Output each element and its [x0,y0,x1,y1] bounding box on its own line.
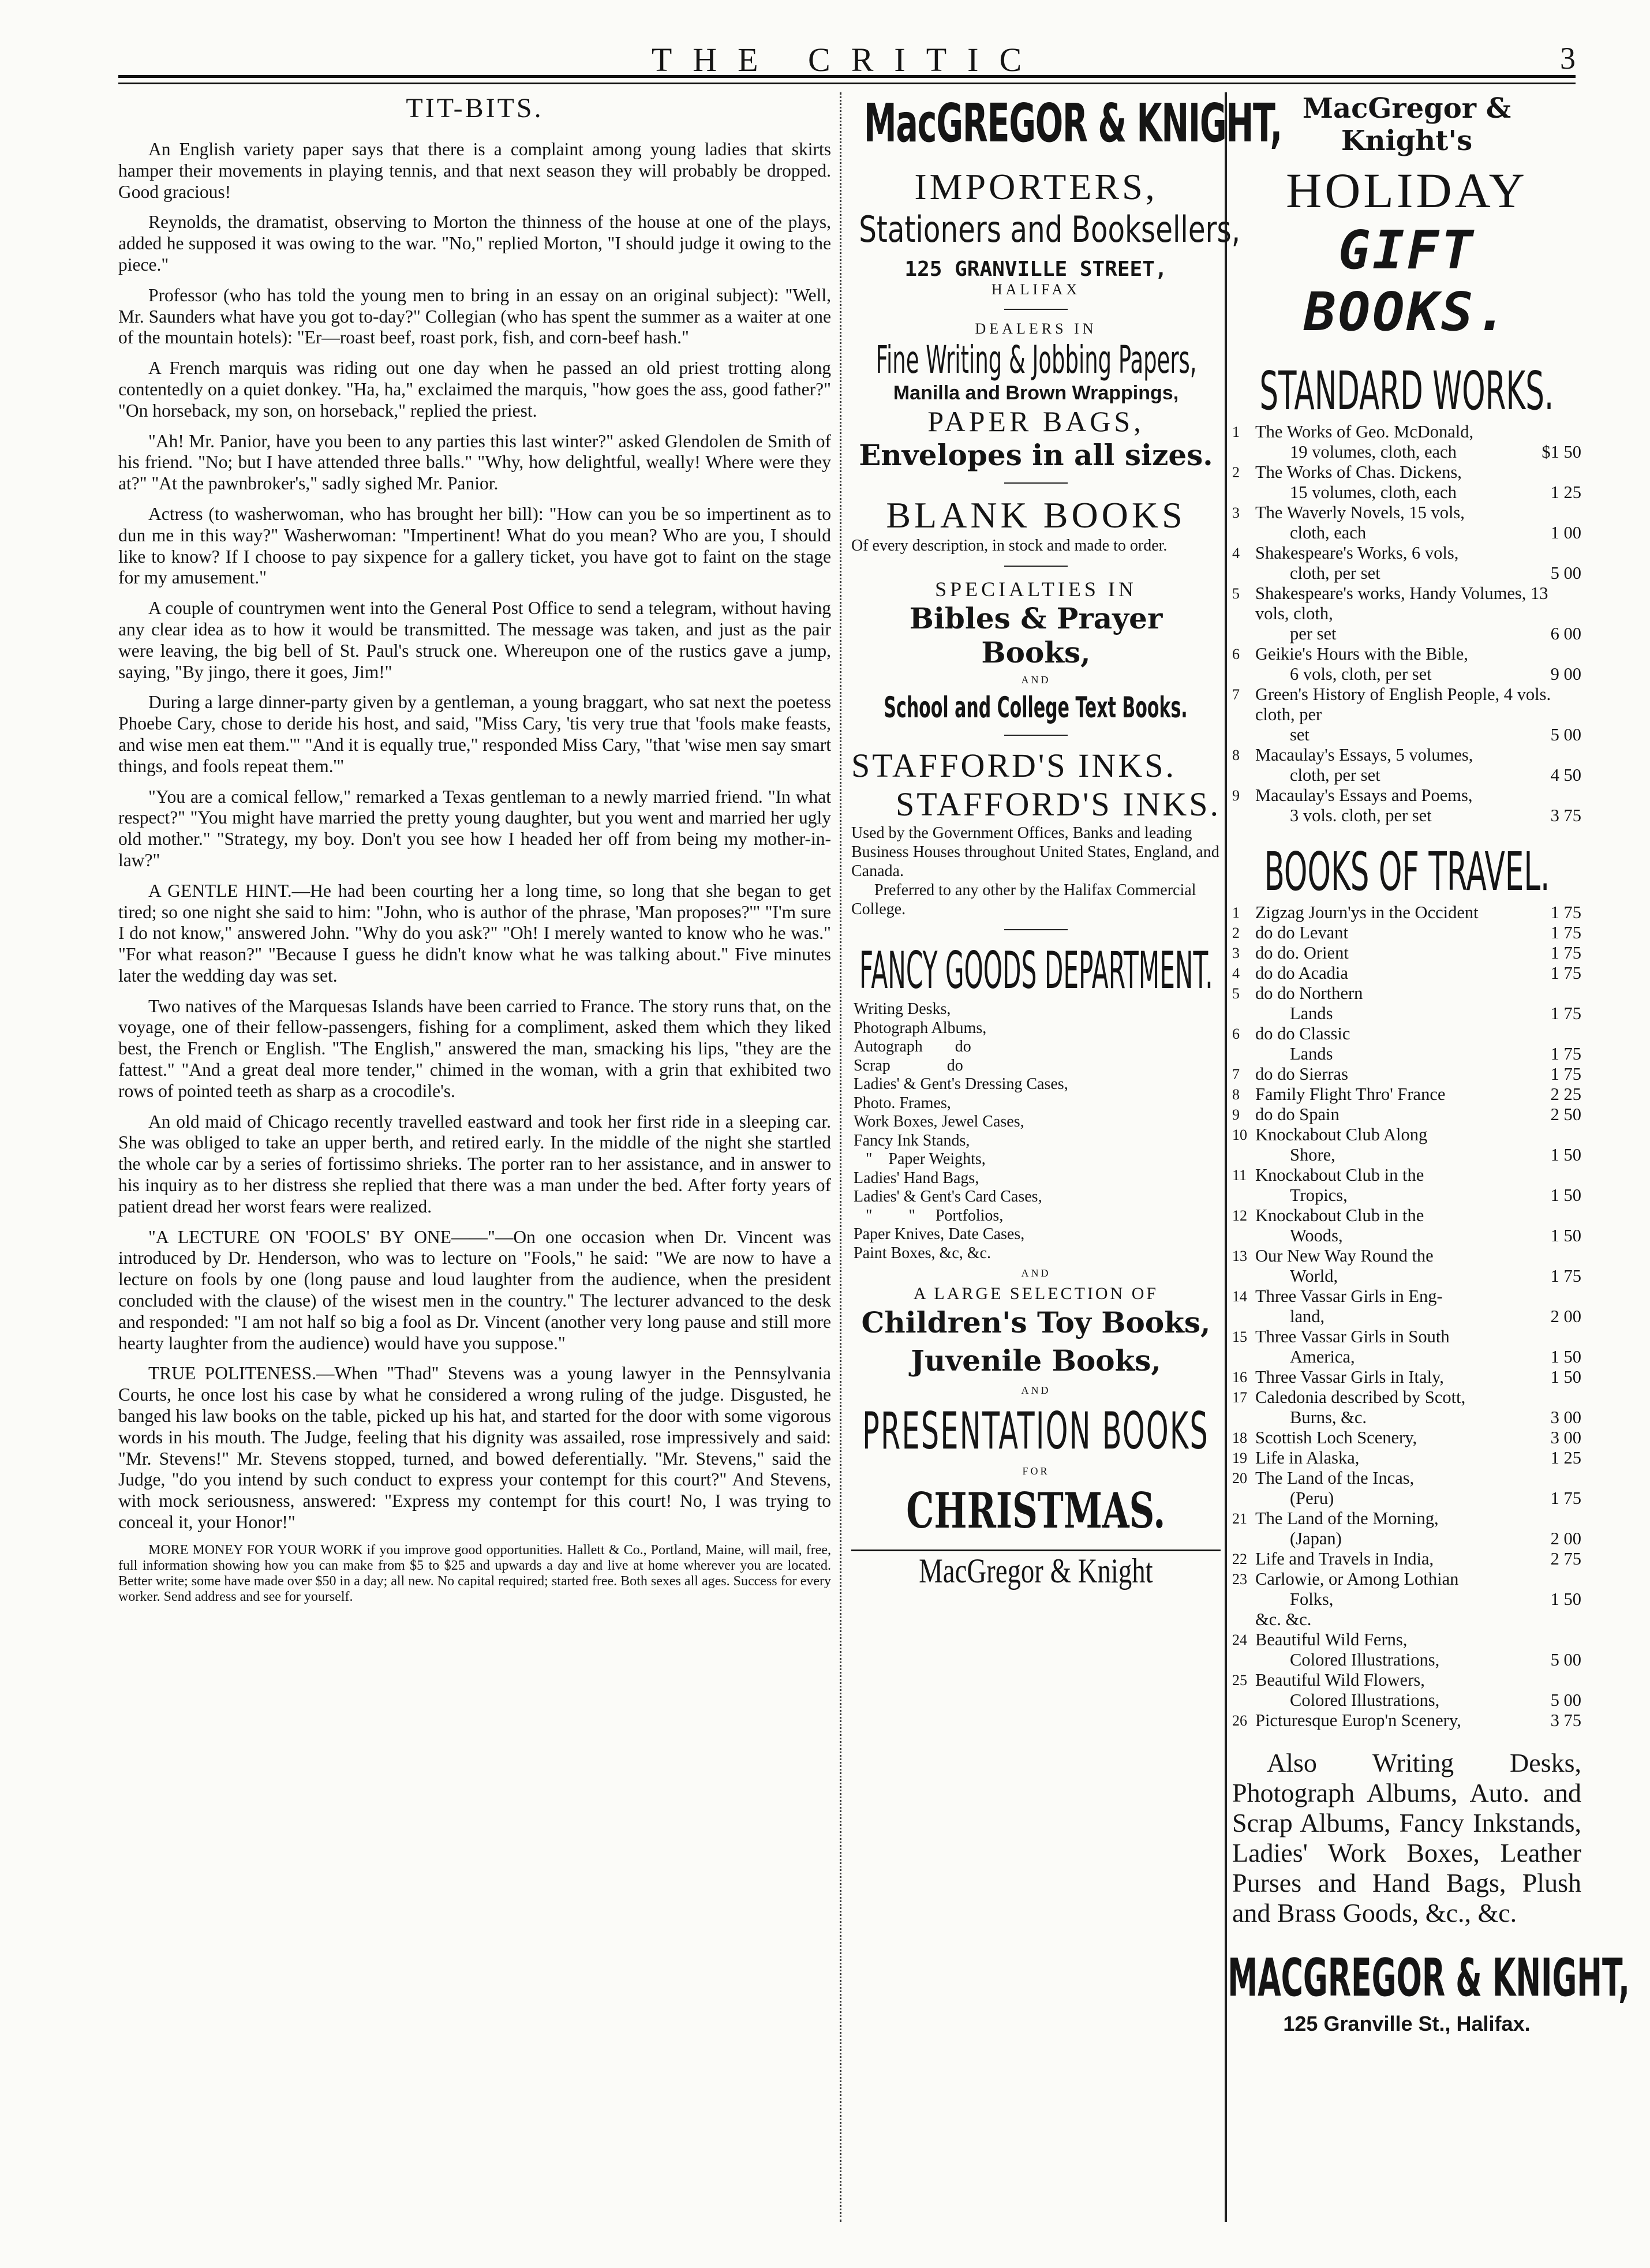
book-list-item [1232,1610,1581,1630]
list-item: Ladies' & Gent's Dressing Cases, [854,1075,1068,1093]
book-title: Green's History of English People, 4 vols. cloth, per [1255,684,1551,724]
bibles-label: Bibles & Prayer Books, [909,601,1163,669]
book-detail: 15 volumes, cloth, each [1290,482,1457,502]
book-title: do do Spain [1255,1105,1340,1124]
book-detail: Lands [1290,1044,1333,1064]
anecdote: "A LECTURE ON 'FOOLS' BY ONE——"—On one occasion when Dr. Vincent was introduced by Dr. Henderson, who was to lecture on "Fools," he said: "We are now to have a lecture on fools by one (long pause and loud laughter from the audience, when the president concluded with the clause) of the wisest men in the country." The lecturer advanced to the desk and responded: "I am not half so big a fool as Dr. Vincent (another very long pause and still more hearty laughter from the audience) would have you suppose." [118,1226,831,1353]
advertisement-notice: MORE MONEY FOR YOUR WORK if you improve good opportunities. Hallett & Co., Portland, Maine, will mail, free, full information showing how you can make from $5 to $25 and upwards a day and live at home wherever you are located. Better write; some have made over $50 in a day; all new. No capital required; started free. Both sexes all ages. Success for every worker. Send address and see for yourself. [118,1542,831,1604]
book-list-item [1232,903,1581,923]
book-detail: cloth, each [1290,523,1367,542]
item-number: 18 [1232,1429,1247,1446]
book-price: 5 00 [1550,563,1581,583]
page-number: 3 [1560,41,1576,76]
item-number: 2 [1232,464,1240,481]
book-detail: Colored Illustrations, [1290,1650,1440,1670]
book-price: 1 50 [1550,1226,1581,1245]
book-list-item [1232,1246,1581,1286]
item-number: 1 [1232,424,1240,440]
book-title: Life in Alaska, [1255,1448,1360,1468]
standard-works-heading: STANDARD WORKS. [1259,360,1554,422]
book-detail: Lands [1290,1004,1333,1023]
anecdote: A GENTLE HINT.—He had been courting her a long time, so long that she began to get tired; so one night she said to him: "John, who is author of the phrase, 'Man proposes?'" "I'm sure I do not know," answered John. "Why do you ask?" "Oh! I merely wanted to know who he was." "For what reason?" "Because I guess he didn't know what he was talking about." Five minutes later the wedding day was set. [118,880,831,986]
dealers-label: DEALERS IN [975,320,1097,337]
item-number: 1 [1232,904,1240,921]
wrappings-label: Manilla and Brown Wrappings, [893,382,1179,404]
book-price: 6 00 [1550,624,1581,643]
gift-books-advertisement [1228,92,1630,2233]
book-price: 1 75 [1550,1266,1581,1286]
book-price: 1 50 [1550,1185,1581,1205]
footer-address: 125 Granville St., Halifax. [1283,2012,1531,2035]
book-price: 1 75 [1550,1064,1581,1084]
item-number: 4 [1232,545,1240,562]
anecdote: Actress (to washerwoman, who has brought her bill): "How can you be so impertinent as to dun me in this way?" Washerwoman: "Impertinent! What do you mean? Who are you, I should like to know? If I choose to pay sixpence for a gallery ticket, you have got to faint on the stage for my amusement." [118,503,831,588]
papers-label: Fine Writing & Jobbing Papers, [875,338,1197,382]
book-title: The Land of the Incas, [1255,1468,1415,1488]
book-title: Caledonia described by Scott, [1255,1387,1466,1407]
book-detail: World, [1290,1266,1338,1286]
city-label: HALIFAX [991,281,1081,298]
book-title: Knockabout Club in the [1255,1165,1424,1185]
column-heading: TIT-BITS. [406,93,544,123]
book-detail: 6 vols, cloth, per set [1290,664,1432,684]
book-detail: cloth, per set [1290,563,1380,583]
book-price: 4 50 [1550,765,1581,785]
book-title: Knockabout Club in the [1255,1206,1424,1225]
christmas-label: CHRISTMAS. [906,1482,1166,1539]
book-list-item [1232,1206,1581,1246]
juvenile-books-label: Juvenile Books, [911,1343,1161,1378]
book-list-item [1232,963,1581,983]
anecdote: Professor (who has told the young men to bring in an essay on an original subject): "Well, Mr. Saunders what have you got to-day?" Collegian (who has spent the summer as a waiter at one of the mountain hotels): "Er—roast beef, roast pork, fish, and corn-beef hash." [118,285,831,348]
book-list-item [1232,745,1581,785]
book-title: Carlowie, or Among Lothian [1255,1569,1459,1589]
book-detail: 3 vols. cloth, per set [1290,806,1432,825]
book-price: 5 00 [1550,1690,1581,1710]
book-title: The Works of Chas. Dickens, [1255,462,1462,482]
book-list-item [1232,1084,1581,1105]
list-item: " Paper Weights, [854,1150,986,1168]
list-item: Fancy Ink Stands, [854,1131,970,1150]
blank-books-label: BLANK BOOKS [886,495,1186,536]
book-list-item [1232,1448,1581,1468]
inks-preference: Preferred to any other by the Halifax Commercial College. [851,881,1196,918]
travel-books-list [1232,903,1581,1731]
book-list-item [1232,1125,1581,1165]
fancy-goods-heading: FANCY GOODS DEPARTMENT. [859,941,1213,1000]
book-price: 1 25 [1550,482,1581,502]
list-item: Photograph Albums, [854,1019,987,1037]
book-title: Life and Travels in India, [1255,1549,1434,1569]
item-number: 23 [1232,1571,1247,1588]
item-number: 7 [1232,1066,1240,1083]
book-price: 1 75 [1550,963,1581,983]
toy-books-label: Children's Toy Books, [861,1305,1211,1339]
books-of-travel-heading: BOOKS OF TRAVEL. [1264,841,1550,903]
book-detail: (Japan) [1290,1529,1342,1548]
item-number: 7 [1232,686,1240,703]
book-detail: per set [1290,624,1337,643]
book-title: Geikie's Hours with the Bible, [1255,644,1468,664]
book-title: The Waverly Novels, 15 vols, [1255,503,1465,522]
book-list-item [1232,1549,1581,1569]
firm-name: MacGREGOR & KNIGHT, [863,92,1282,154]
list-item: Paper Knives, Date Cases, [854,1225,1025,1243]
book-price: 1 75 [1550,943,1581,963]
book-price: 1 75 [1550,903,1581,922]
anecdote: TRUE POLITENESS.—When "Thad" Stevens was a young lawyer in the Pennsylvania Courts, he once lost his case by what he considered a wrong ruling of the judge. Disgusted, he banged his law books on the table, picked up his hat, and started for the door with some vigorous words in his mouth. The Judge, feeling that his dignity was assailed, rose impressively and said: "Mr. Stevens!" Mr. Stevens stopped, turned, and bowed deferentially. "Mr. Stevens," said the Judge, "do you intend by such conduct to express your contempt for this court?" And Stevens, with mock seriousness, answered: "Express my contempt for this court! No, I was trying to conceal it, your Honor!" [118,1363,831,1533]
importers-label: IMPORTERS, [914,166,1158,207]
book-price: 5 00 [1550,1650,1581,1670]
signature-line: MacGregor & Knight [919,1552,1153,1590]
book-title: Knockabout Club Along [1255,1125,1428,1144]
item-number: 21 [1232,1510,1247,1527]
book-title: do do Levant [1255,923,1348,942]
large-selection-label: A LARGE SELECTION OF [913,1284,1159,1303]
list-item: Ladies' & Gent's Card Cases, [854,1188,1042,1206]
item-number: 13 [1232,1248,1247,1264]
book-detail: (Peru) [1290,1488,1334,1508]
book-title: Picturesque Europ'n Scenery, [1255,1711,1461,1730]
anecdote: "You are a comical fellow," remarked a Texas gentleman to a newly married friend. "In what respect?" "You might have married the pretty young daughter, but you went and married her ugly old mother." "Strategy, my boy. Don't you see how I headed her off from being my mother-in-law?" [118,786,831,870]
book-list-item [1232,1428,1581,1448]
item-number: 9 [1232,787,1240,804]
for-label: FOR [1022,1465,1050,1477]
list-item: Photo. Frames, [854,1094,951,1112]
book-list-item [1232,1630,1581,1670]
list-item: Paint Boxes, &c, &c. [854,1244,991,1262]
book-detail: Folks, [1290,1589,1334,1609]
blank-books-description: Of every description, in stock and made to order. [851,537,1168,555]
book-list-item [1232,1367,1581,1387]
page-header [118,35,1576,81]
book-list-item [1232,684,1581,745]
item-number: 5 [1232,585,1240,602]
book-price: 2 00 [1550,1529,1581,1548]
anecdote: Reynolds, the dramatist, observing to Morton the thinness of the house at one of the plays, added he supposed it was owing to the war. "No," replied Morton, "I should judge it owing to the piece." [118,212,831,275]
book-list-item [1232,422,1581,462]
item-number: 16 [1232,1369,1247,1386]
book-price: 3 75 [1550,806,1581,825]
book-title: Our New Way Round the [1255,1246,1434,1266]
book-price: 1 75 [1550,1488,1581,1508]
book-list-item [1232,785,1581,826]
item-number: 8 [1232,747,1240,764]
book-detail: Woods, [1290,1226,1343,1245]
book-title: Macaulay's Essays and Poems, [1255,785,1473,805]
book-title: Three Vassar Girls in Italy, [1255,1367,1444,1387]
book-detail: America, [1290,1347,1355,1367]
book-list-item [1232,983,1581,1024]
book-title: do do Northern [1255,983,1363,1003]
anecdote: During a large dinner-party given by a gentleman, a young braggart, who sat next the poetess Phoebe Cary, chose to deride his host, and said, "Miss Cary, 'tis very true that 'fools make feasts, and wise men eat them.'" "And it is equally true," responded Miss Cary, "that 'wise men say smart things, and fools repeat them.'" [118,692,831,776]
anecdote: A couple of countrymen went into the General Post Office to send a telegram, without having any clear idea as to how it would be transmitted. The message was taken, and just as the pair were leaving, the big bell of St. Paul's struck one. Whereupon one of the rustics gave a jump, saying, "By jingo, there it goes, Jim!" [118,598,831,682]
book-price: 3 75 [1550,1711,1581,1730]
book-title: Macaulay's Essays, 5 volumes, [1255,745,1473,765]
and-label: AND [1021,1267,1051,1279]
item-number: 6 [1232,646,1240,663]
book-list-item [1232,1569,1581,1610]
book-price: 1 50 [1550,1347,1581,1367]
separator [1004,735,1068,736]
specialties-label: SPECIALTIES IN [935,578,1137,601]
item-number: 9 [1232,1106,1240,1123]
item-number: 2 [1232,925,1240,941]
book-price: 1 75 [1550,1004,1581,1023]
book-list-item [1232,644,1581,684]
item-number: 3 [1232,504,1240,521]
list-item: " " Portfolios, [854,1206,1004,1225]
item-number: 3 [1232,945,1240,961]
header-rule [118,75,1576,78]
book-detail: Burns, &c. [1290,1408,1367,1427]
also-paragraph: Also Writing Desks, Photograph Albums, Auto. and Scrap Albums, Fancy Inkstands, Ladies' Work Boxes, Leather Purses and Hand Bags, Plush and Brass Goods, &c., &c. [1232,1748,1581,1928]
book-title: Three Vassar Girls in Eng- [1255,1286,1443,1306]
book-price: 1 50 [1550,1145,1581,1165]
item-number: 26 [1232,1712,1247,1729]
anecdote: A French marquis was riding out one day when he passed an old priest trotting along contentedly on a quiet donkey. "Ha, ha," exclaimed the marquis, "how goes the ass, good father?" "On horseback, my son, on horseback," replied the priest. [118,358,831,421]
book-price: 3 00 [1550,1428,1581,1447]
presentation-books-label: PRESENTATION BOOKS [862,1401,1210,1461]
book-title: Shakespeare's works, Handy Volumes, 13 vols, cloth, [1255,583,1548,623]
book-list-item [1232,462,1581,503]
standard-works-list [1232,422,1581,826]
book-title: Shakespeare's Works, 6 vols, [1255,543,1459,563]
book-list-item [1232,1165,1581,1206]
book-list-item [1232,583,1581,644]
item-number: 20 [1232,1470,1247,1487]
separator [1004,482,1068,484]
stationers-label: Stationers and Booksellers, [859,208,1241,250]
separator [1004,309,1068,310]
book-title: The Land of the Morning, [1255,1509,1439,1528]
item-number: 10 [1232,1126,1247,1143]
book-list-item [1232,1509,1581,1549]
book-title: Beautiful Wild Flowers, [1255,1670,1425,1690]
school-books-label: School and College Text Books. [884,691,1188,724]
book-list-item [1232,1064,1581,1084]
book-price: 1 00 [1550,523,1581,542]
paper-bags-label: PAPER BAGS, [927,405,1144,437]
book-detail: cloth, per set [1290,765,1380,785]
book-list-item [1232,1670,1581,1711]
book-price: 1 75 [1550,923,1581,942]
book-list-item [1232,1286,1581,1327]
book-price: 2 00 [1550,1307,1581,1326]
book-price: 2 50 [1550,1105,1581,1124]
column-divider [1225,92,1227,2222]
masthead-title: THE CRITIC [651,41,1043,78]
item-number: 22 [1232,1551,1247,1567]
street-address: 125 GRANVILLE STREET, [904,257,1168,281]
and-label: AND [1021,674,1051,686]
separator [1004,929,1068,930]
firm-heading: MacGregor & Knight's [1302,92,1511,157]
anecdote: "Ah! Mr. Panior, have you been to any parties this last winter?" asked Glendolen de Smith of his friend. "No; but I have attended three balls." "Why, how delightful, weally! Where were they at?" "At the pawnbroker's," sadly sighed Mr. Panior. [118,431,831,494]
book-title: The Works of Geo. McDonald, [1255,422,1474,441]
book-title: do do Acadia [1255,963,1348,983]
anecdote: Two natives of the Marquesas Islands have been carried to France. The story runs that, on the voyage, one of their fellow-passengers, fishing for a compliment, asked them which they liked best, the French or English. "The English," answered the man, smacking his lips, "they are the fattest." "And a great deal more tender," chimed in the woman, with a grin that exhibited two rows of pointed teeth as sharp as a crocodile's. [118,995,831,1101]
book-price: 1 25 [1550,1448,1581,1468]
anecdote: An old maid of Chicago recently travelled eastward and took her first ride in a sleeping car. She was obliged to take an upper berth, and retired early. In the middle of the night she startled the whole car by a series of fortissimo shrieks. The porter ran to her assistance, and in answer to his inquiry as to her distress she replied that there was a man under the bed. After forty years of patient dread her worst fears were realized. [118,1111,831,1217]
book-title: do do Sierras [1255,1064,1348,1084]
book-detail: Tropics, [1290,1185,1348,1205]
book-price: 5 00 [1550,725,1581,744]
book-price: 3 00 [1550,1408,1581,1427]
book-list-item [1232,1105,1581,1125]
book-price: 2 75 [1550,1549,1581,1569]
and-label: AND [1021,1384,1051,1396]
book-list-item [1232,543,1581,583]
book-detail: set [1290,725,1309,744]
book-title: Three Vassar Girls in South [1255,1327,1450,1346]
list-item: Writing Desks, [854,1000,951,1018]
inks-label-repeat: STAFFORD'S INKS. [896,785,1221,823]
anecdote: An English variety paper says that there is a complaint among young ladies that skirts hamper their movements in playing tennis, and that next season they will probably be dropped. Good gracious! [118,139,831,202]
column-divider [840,92,841,2222]
fancy-goods-list [851,1000,1221,1263]
book-detail: 19 volumes, cloth, each [1290,442,1457,462]
item-number: 4 [1232,965,1240,982]
book-list-item [1232,1327,1581,1367]
header-rule-thin [118,83,1576,84]
book-title: Family Flight Thro' France [1255,1084,1446,1104]
inks-label: STAFFORD'S INKS. [851,747,1176,784]
gift-books-heading: GIFT BOOKS. [1304,219,1510,343]
book-price: $1 50 [1542,442,1581,462]
book-title: do do Classic [1255,1024,1350,1043]
book-price: 1 50 [1550,1367,1581,1387]
book-list-item [1232,1387,1581,1428]
book-title: Zigzag Journ'ys in the Occident [1255,903,1479,922]
book-title: Beautiful Wild Ferns, [1255,1630,1408,1649]
separator [1004,566,1068,567]
tit-bits-column [118,92,831,2233]
item-number: 19 [1232,1450,1247,1466]
book-list-item [1232,1711,1581,1731]
item-number: 14 [1232,1288,1247,1305]
book-detail: land, [1290,1307,1325,1326]
item-number: 6 [1232,1026,1240,1042]
item-number: 8 [1232,1086,1240,1103]
holiday-heading: HOLIDAY [1286,163,1528,218]
list-item: Ladies' Hand Bags, [854,1169,979,1187]
item-number: 15 [1232,1328,1247,1345]
inks-description: Used by the Government Offices, Banks and leading Business Houses throughout United States, England, and Canada. [851,824,1219,880]
envelopes-label: Envelopes in all sizes. [859,438,1213,472]
item-number: 11 [1232,1167,1247,1184]
list-item: Work Boxes, Jewel Cases, [854,1113,1024,1131]
book-price: 9 00 [1550,664,1581,684]
book-title: do do. Orient [1255,943,1349,963]
book-title: &c. &c. [1255,1610,1312,1629]
book-title: Scottish Loch Scenery, [1255,1428,1417,1447]
item-number: 25 [1232,1672,1247,1689]
book-list-item [1232,923,1581,943]
item-number: 17 [1232,1389,1247,1406]
book-price: 2 25 [1550,1084,1581,1104]
book-detail: Shore, [1290,1145,1335,1165]
book-list-item [1232,503,1581,543]
list-item: Scrap do [854,1056,963,1075]
book-price: 1 75 [1550,1044,1581,1064]
footer-firm-name: MACGREGOR & KNIGHT, [1228,1948,1630,2008]
item-number: 5 [1232,985,1240,1002]
item-number: 12 [1232,1207,1247,1224]
item-number: 24 [1232,1631,1247,1648]
book-list-item [1232,1468,1581,1509]
book-detail: Colored Illustrations, [1290,1690,1440,1710]
book-list-item [1232,943,1581,963]
book-price: 1 50 [1550,1589,1581,1609]
list-item: Autograph do [854,1038,971,1056]
book-list-item [1232,1024,1581,1064]
